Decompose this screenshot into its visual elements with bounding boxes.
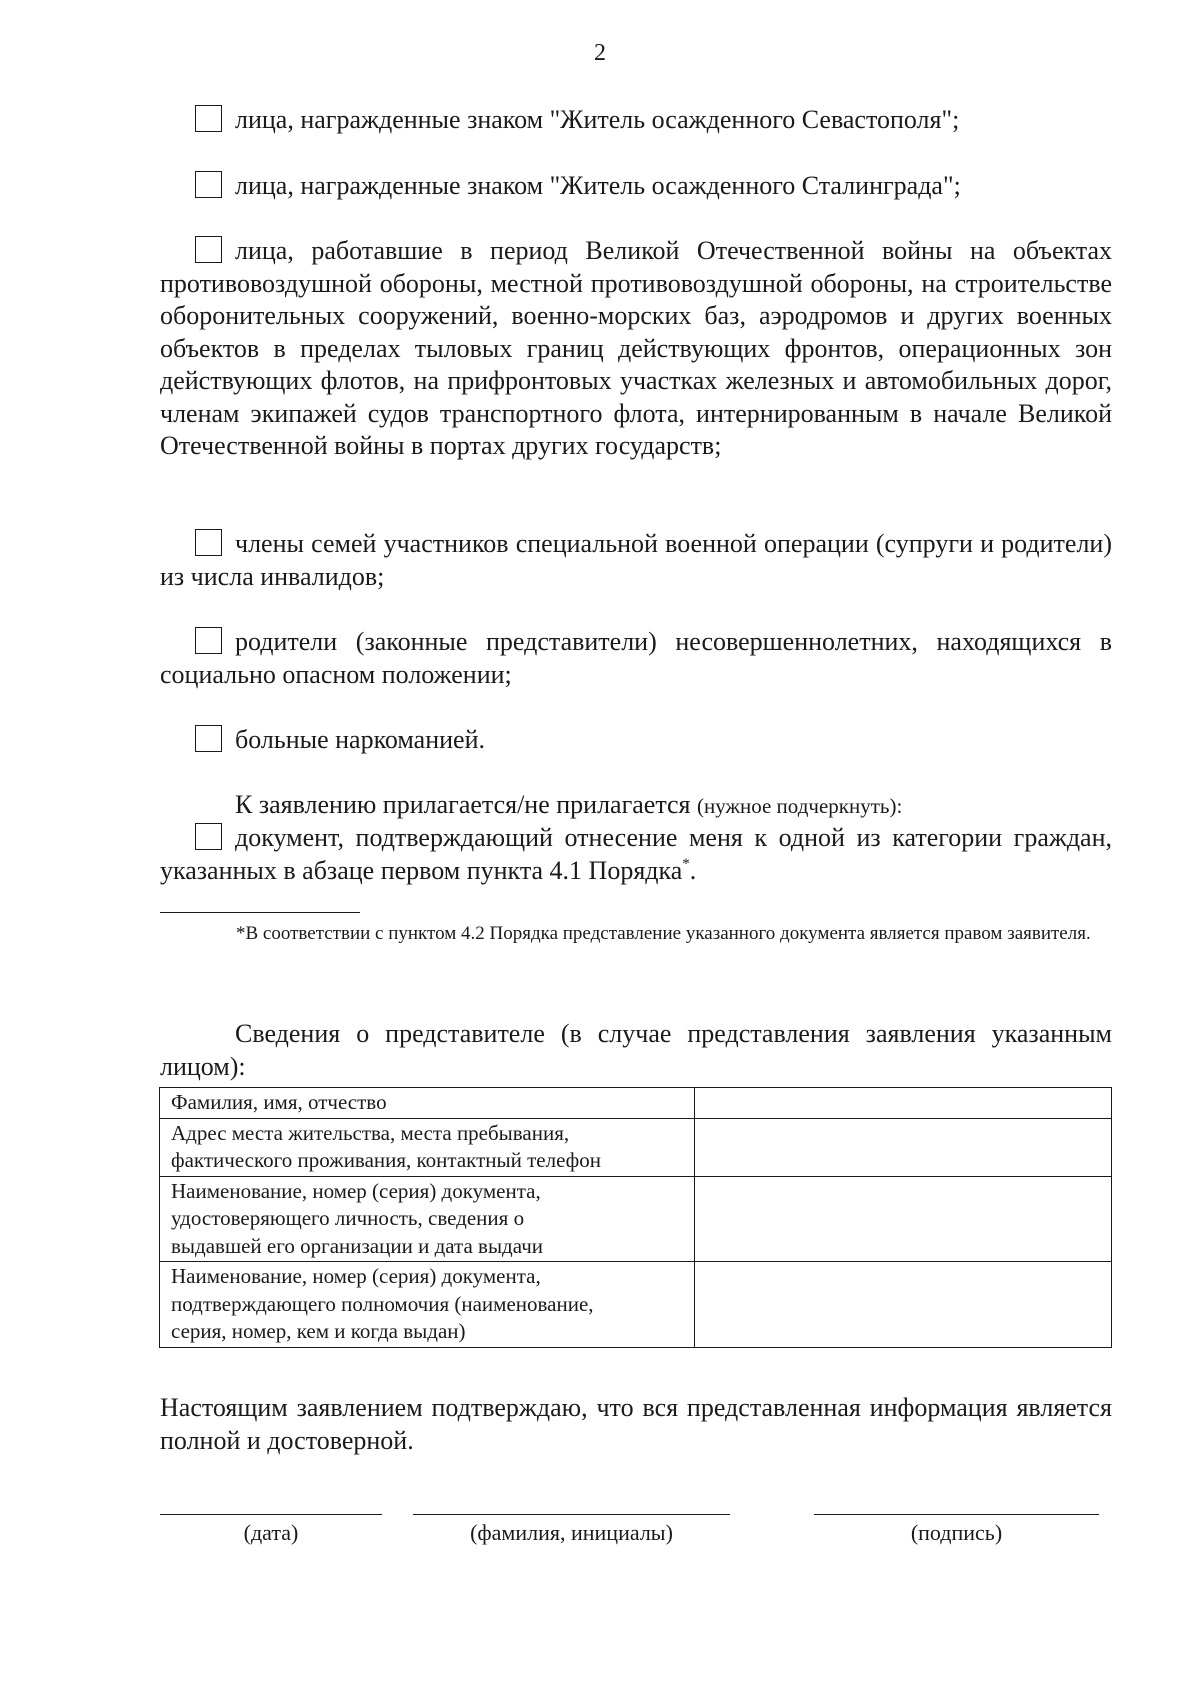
- category-item: [160, 104, 1112, 137]
- category-item: [160, 528, 1112, 593]
- table-label-line: серия, номер, кем и когда выдан): [171, 1319, 466, 1343]
- confirmation-statement: Настоящим заявлением подтверждаю, что вся представленная информация является полной и достоверной.: [160, 1393, 1112, 1455]
- category-item: [160, 626, 1112, 691]
- table-row: [160, 1088, 1112, 1119]
- footnote-mark: *: [682, 855, 690, 872]
- category-label: родители (законные представители) несовершеннолетних, находящихся в социально опасном положении;: [160, 627, 1112, 689]
- footnote: *В соответствии с пунктом 4.2 Порядка представление указанного документа является правом заявителя.: [236, 923, 1091, 944]
- category-label: лица, награжденные знаком "Житель осажденного Сталинграда";: [235, 171, 961, 200]
- category-label: больные наркоманией.: [235, 725, 486, 754]
- table-label-line: Наименование, номер (серия) документа,: [171, 1264, 541, 1288]
- table-label-line: фактического проживания, контактный телефон: [171, 1148, 601, 1172]
- category-checkbox[interactable]: [195, 171, 222, 198]
- footnote-divider: [160, 912, 360, 913]
- table-value-cell[interactable]: [695, 1118, 1112, 1176]
- category-label: члены семей участников специальной военной операции (супруги и родители) из числа инвалидов;: [160, 529, 1112, 591]
- category-item: [160, 235, 1112, 463]
- category-checkbox[interactable]: [195, 529, 222, 556]
- table-label-line: Адрес места жительства, места пребывания,: [171, 1120, 570, 1145]
- category-label: лица, работавшие в период Великой Отечественной войны на объектах противовоздушной обороны, местной противовоздушной обороны, на строительстве оборонительных сооружений, военно-морских баз, аэродромов и других военных объектов в пределах тыловых границ действующих фронтов, операционных зон действующих флотов, на прифронтовых участках железных и автомобильных дорог, членам экипажей судов транспортного флота, интернированным в начале Великой Отечественной войны в портах других государств;: [160, 236, 1112, 460]
- category-item: [160, 170, 1112, 203]
- category-checkbox[interactable]: [195, 725, 222, 752]
- table-label-cell: [160, 1088, 695, 1119]
- table-label-line: подтверждающего полномочия (наименование,: [171, 1291, 594, 1316]
- table-label-line: Фамилия, имя, отчество: [171, 1090, 387, 1114]
- category-checkbox[interactable]: [195, 627, 222, 654]
- attachment-document-item: [160, 822, 1112, 887]
- table-label-line: Наименование, номер (серия) документа,: [171, 1178, 541, 1203]
- date-line[interactable]: [160, 1514, 382, 1515]
- table-value-cell[interactable]: [695, 1176, 1112, 1262]
- table-label-cell: [160, 1176, 695, 1262]
- representative-intro: Сведения о представителе (в случае представления заявления указанным лицом):: [160, 1019, 1112, 1081]
- representative-table: [159, 1087, 1112, 1348]
- table-value-cell[interactable]: [695, 1088, 1112, 1119]
- table-label-cell: [160, 1118, 695, 1176]
- date-caption: (дата): [243, 1520, 299, 1545]
- category-checkbox[interactable]: [195, 236, 222, 263]
- attachment-document-label: документ, подтверждающий отнесение меня к одной из категории граждан, указанных в абзаце первом пункта 4.1 Порядка: [160, 823, 1112, 885]
- table-row: [160, 1176, 1112, 1262]
- category-checkbox[interactable]: [195, 105, 222, 132]
- table-label-line: удостоверяющего личность, сведения о: [171, 1206, 525, 1230]
- signature-line[interactable]: [814, 1514, 1099, 1515]
- attachment-checkbox[interactable]: [195, 823, 222, 850]
- attachment-intro-text: К заявлению прилагается/не прилагается: [235, 790, 691, 819]
- name-caption: (фамилия, инициалы): [470, 1520, 673, 1545]
- attachment-intro: [160, 789, 1112, 823]
- table-label-line: выдавшей его организации и дата выдачи: [171, 1233, 544, 1258]
- category-label: лица, награжденные знаком "Житель осажденного Севастополя";: [235, 105, 960, 134]
- table-label-cell: [160, 1262, 695, 1348]
- category-item: [160, 724, 1112, 757]
- table-value-cell[interactable]: [695, 1262, 1112, 1348]
- table-row: [160, 1262, 1112, 1348]
- attachment-intro-note: (нужное подчеркнуть):: [697, 794, 903, 818]
- table-row: [160, 1118, 1112, 1176]
- name-line[interactable]: [413, 1514, 730, 1515]
- signature-caption: (подпись): [910, 1520, 1003, 1545]
- page-number: 2: [594, 40, 606, 66]
- attachment-end-period: .: [689, 855, 697, 885]
